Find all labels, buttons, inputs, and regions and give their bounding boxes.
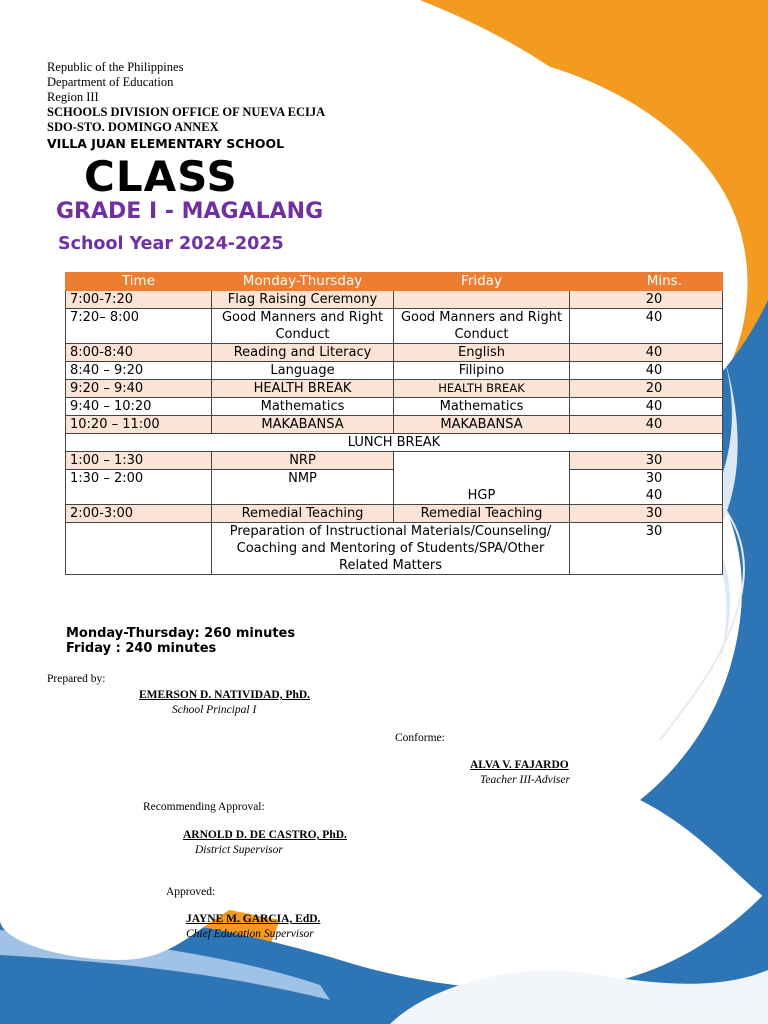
conforme-label: Conforme: [395, 732, 445, 744]
page-title: CLASS [84, 152, 238, 201]
cell-time: 1:00 – 1:30 [66, 452, 212, 470]
cell-mins-multi [570, 470, 723, 505]
header-region: Region III [47, 90, 99, 104]
cell-mins: 40 [570, 398, 723, 416]
summary-friday: Friday : 240 minutes [66, 641, 217, 656]
summary-mon-thu: Monday-Thursday: 260 minutes [66, 626, 296, 641]
cell-mins: 20 [570, 291, 723, 309]
cell-time: 8:40 – 9:20 [66, 362, 212, 380]
cell-mon-thu: Remedial Teaching [212, 505, 394, 523]
prepared-by-label: Prepared by: [47, 673, 106, 685]
school-name: VILLA JUAN ELEMENTARY SCHOOL [47, 136, 285, 151]
conforme-name: ALVA V. FAJARDO [470, 759, 569, 771]
approved-role: Chief Education Supervisor [186, 928, 314, 940]
prepared-by-role: School Principal I [172, 704, 257, 716]
cell-mins: 40 [570, 344, 723, 362]
class-schedule-table [65, 272, 723, 575]
header-department: Department of Education [47, 75, 174, 89]
table-header-row [66, 273, 723, 291]
cell-lunch-break: LUNCH BREAK [66, 434, 723, 452]
cell-mins: 30 [570, 523, 723, 575]
header-time: Time [66, 273, 212, 291]
lunch-break-row [66, 434, 723, 452]
cell-friday: English [394, 344, 570, 362]
table-row [66, 380, 723, 398]
recommending-name: ARNOLD D. DE CASTRO, PhD. [183, 829, 347, 841]
cell-mins: 20 [570, 380, 723, 398]
prepared-by-name: EMERSON D. NATIVIDAD, PhD. [139, 689, 311, 701]
conforme-role: Teacher III-Adviser [480, 774, 570, 786]
cell-mon-thu: Good Manners and Right Conduct [212, 309, 394, 344]
cell-time: 8:00-8:40 [66, 344, 212, 362]
table-row [66, 452, 723, 470]
table-row [66, 505, 723, 523]
cell-time: 7:20– 8:00 [66, 309, 212, 344]
cell-activity: Preparation of Instructional Materials/Counseling/ Coaching and Mentoring of Students/SPA/Other Related Matters [212, 523, 570, 575]
cell-time [66, 523, 212, 575]
recommending-label: Recommending Approval: [143, 801, 265, 813]
cell-time: 2:00-3:00 [66, 505, 212, 523]
approved-label: Approved: [166, 886, 216, 898]
cell-friday: MAKABANSA [394, 416, 570, 434]
table-row [66, 309, 723, 344]
cell-mon-thu: HEALTH BREAK [212, 380, 394, 398]
cell-mon-thu: Mathematics [212, 398, 394, 416]
cell-time: 9:40 – 10:20 [66, 398, 212, 416]
cell-time: 1:30 – 2:00 [66, 470, 212, 505]
header-friday: Friday [394, 273, 570, 291]
cell-mon-thu: MAKABANSA [212, 416, 394, 434]
header-republic: Republic of the Philippines [47, 60, 184, 74]
mins-value: 30 [645, 471, 663, 486]
cell-mon-thu: Reading and Literacy [212, 344, 394, 362]
cell-friday-hgp: HGP [394, 452, 570, 505]
table-row [66, 398, 723, 416]
cell-friday: HEALTH BREAK [394, 380, 570, 398]
header-division: SCHOOLS DIVISION OFFICE OF NUEVA ECIJA [47, 105, 326, 119]
table-row [66, 291, 723, 309]
table-row [66, 416, 723, 434]
cell-mon-thu: NRP [212, 452, 394, 470]
cell-friday: Remedial Teaching [394, 505, 570, 523]
cell-mins: 30 [570, 452, 723, 470]
grade-section: GRADE I - MAGALANG [56, 199, 324, 224]
cell-friday: Mathematics [394, 398, 570, 416]
cell-time: 7:00-7:20 [66, 291, 212, 309]
recommending-role: District Supervisor [195, 844, 283, 856]
cell-time: 9:20 – 9:40 [66, 380, 212, 398]
cell-mon-thu: Flag Raising Ceremony [212, 291, 394, 309]
school-year: School Year 2024-2025 [58, 234, 284, 254]
table-row [66, 523, 723, 575]
cell-mon-thu: Language [212, 362, 394, 380]
header-annex: SDO-STO. DOMINGO ANNEX [47, 120, 219, 134]
table-row [66, 362, 723, 380]
cell-mins: 30 [570, 505, 723, 523]
header-mins: Mins. [570, 273, 723, 291]
header-mon-thu: Monday-Thursday [212, 273, 394, 291]
cell-friday: Good Manners and Right Conduct [394, 309, 570, 344]
cell-friday [394, 291, 570, 309]
cell-mins: 40 [570, 416, 723, 434]
mins-value: 40 [645, 488, 663, 503]
cell-time: 10:20 – 11:00 [66, 416, 212, 434]
cell-mon-thu: NMP [212, 470, 394, 505]
approved-name: JAYNE M. GARCIA, EdD. [186, 913, 321, 925]
table-row [66, 344, 723, 362]
cell-friday: Filipino [394, 362, 570, 380]
cell-mins: 40 [570, 362, 723, 380]
cell-mins: 40 [570, 309, 723, 344]
